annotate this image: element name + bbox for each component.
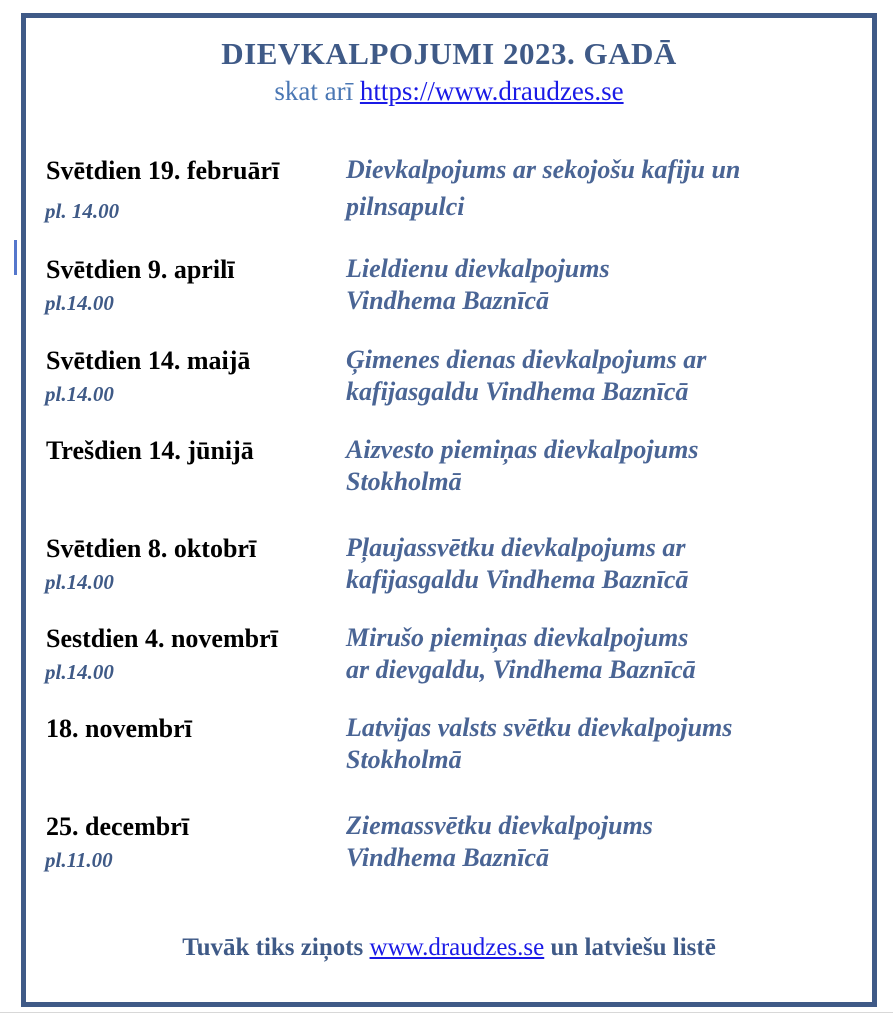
event-time: pl.14.00 [45,291,114,315]
event-description-line-1: Pļaujassvētku dievkalpojums ar [346,533,686,562]
event-description-line-1: Lieldienu dievkalpojums [346,254,610,283]
event-description-line-1: Latvijas valsts svētku dievkalpojums [346,713,733,742]
page-title: DIEVKALPOJUMI 2023. GADĀ [221,36,677,71]
event-time: pl. 14.00 [45,199,120,223]
event-description-line-1: Ziemassvētku dievkalpojums [346,811,653,840]
event-description-line-2: Vindhema Baznīcā [346,843,549,872]
page-bottom-rule [0,1012,893,1013]
event-description-line-2: Stokholmā [346,467,462,496]
event-time: pl.14.00 [45,660,114,684]
event-description-line-1: Aizvesto piemiņas dievkalpojums [346,435,699,464]
event-description-line-1: Dievkalpojums ar sekojošu kafiju un [346,155,741,184]
footer-website-link[interactable]: www.draudzes.se [369,934,545,961]
website-link[interactable]: https://www.draudzes.se [359,76,624,106]
footer-note [26,934,872,962]
footer-prefix: Tuvāk tiks ziņots [182,934,370,961]
event-time: pl.14.00 [45,570,114,594]
event-description-line-2: pilnsapulci [346,192,465,221]
event-description-line-1: Ģimenes dienas dievkalpojums ar [346,345,707,374]
event-date: Svētdien 8. oktobrī [46,534,257,563]
event-description-line-2: kafijasgaldu Vindhema Baznīcā [346,377,689,406]
event-description-line-2: kafijasgaldu Vindhema Baznīcā [346,565,689,594]
schedule-frame [21,13,877,1007]
event-description-line-2: Stokholmā [346,745,462,774]
event-time: pl.11.00 [45,848,113,872]
event-description-line-2: ar dievgaldu, Vindhema Baznīcā [346,655,696,684]
event-date: Svētdien 14. maijā [46,346,251,375]
event-date: Svētdien 19. februārī [46,156,280,185]
event-description-line-1: Mirušo piemiņas dievkalpojums [346,623,689,652]
event-time: pl.14.00 [45,382,114,406]
event-date: Sestdien 4. novembrī [46,624,278,653]
subtitle-prefix: skat arī [274,76,360,106]
subtitle [26,76,872,107]
event-description-line-2: Vindhema Baznīcā [346,286,549,315]
event-date: Svētdien 9. aprilī [46,255,235,284]
event-date: 18. novembrī [46,714,192,743]
footer-suffix: un latviešu listē [544,934,716,961]
cursor-marker [14,240,17,275]
event-date: Trešdien 14. jūnijā [46,436,254,465]
event-date: 25. decembrī [46,812,189,841]
